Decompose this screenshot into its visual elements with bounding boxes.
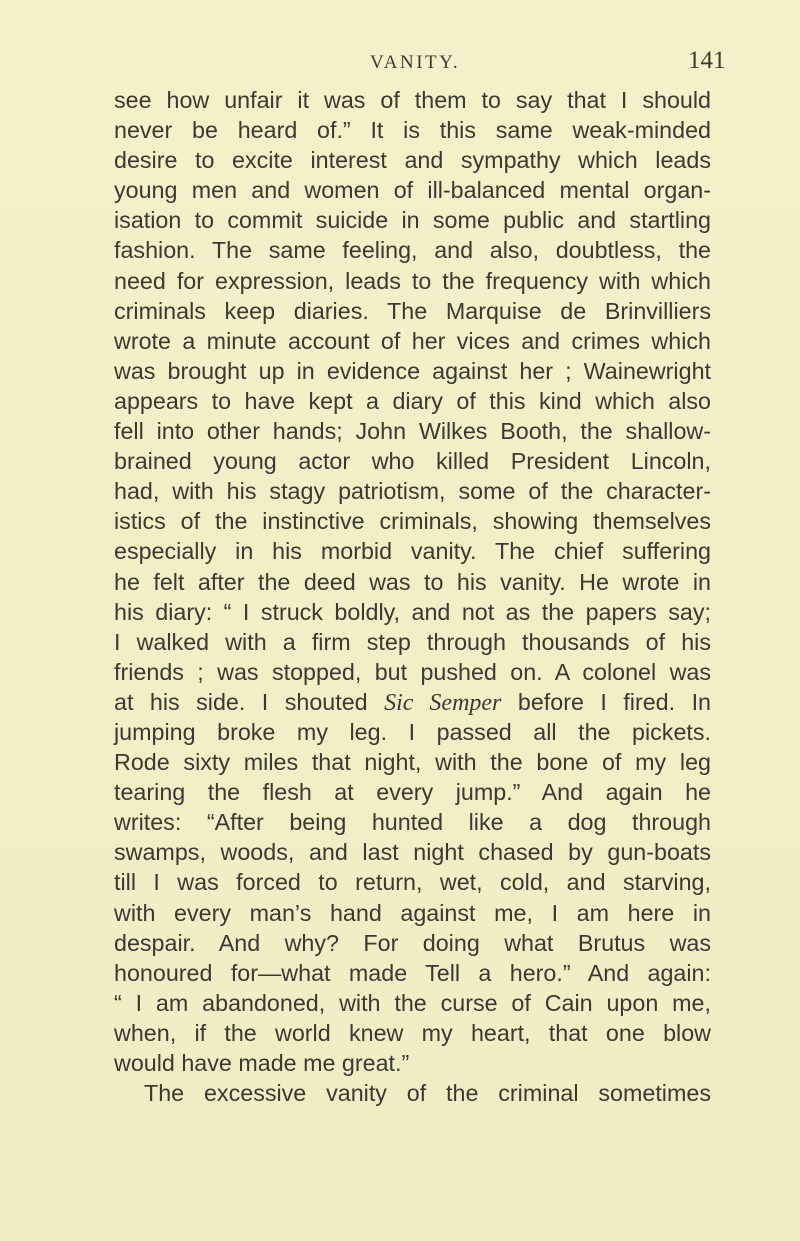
text-segment: at his side. I shouted bbox=[114, 688, 385, 715]
text-line: appears to have kept a diary of this kind which also bbox=[114, 387, 711, 414]
running-head: VANITY. bbox=[370, 52, 461, 73]
text-line-with-italic bbox=[114, 687, 711, 717]
text-line: The excessive vanity of the criminal sometimes bbox=[144, 1080, 711, 1107]
text-line: desire to excite interest and sympathy which leads bbox=[114, 147, 711, 174]
text-line: criminals keep diaries. The Marquise de Brinvilliers bbox=[114, 297, 711, 324]
text-line: was brought up in evidence against her ; Wainewright bbox=[114, 357, 711, 384]
text-line: “ I am abandoned, with the curse of Cain upon me, bbox=[114, 989, 711, 1016]
text-line: with every man’s hand against me, I am here in bbox=[114, 899, 711, 926]
body-text bbox=[114, 85, 711, 1108]
text-segment: before I fired. In bbox=[501, 688, 711, 715]
text-line: istics of the instinctive criminals, showing themselves bbox=[114, 508, 711, 535]
text-line: especially in his morbid vanity. The chief suffering bbox=[114, 538, 711, 565]
italic-phrase: Sic Semper bbox=[384, 689, 502, 716]
text-line: fashion. The same feeling, and also, doubtless, the bbox=[114, 237, 711, 264]
text-line: I walked with a firm step through thousands of his bbox=[114, 628, 711, 655]
text-line: writes: “After being hunted like a dog through bbox=[114, 809, 711, 836]
text-line: had, with his stagy patriotism, some of the character- bbox=[114, 478, 711, 505]
text-line: jumping broke my leg. I passed all the pickets. bbox=[114, 718, 711, 745]
text-line: despair. And why? For doing what Brutus was bbox=[114, 929, 711, 956]
text-line: till I was forced to return, wet, cold, and starving, bbox=[114, 869, 711, 896]
text-line: fell into other hands; John Wilkes Booth, the shallow- bbox=[114, 418, 711, 445]
text-line: tearing the flesh at every jump.” And again he bbox=[114, 779, 711, 806]
text-line: never be heard of.” It is this same weak-minded bbox=[114, 117, 711, 144]
text-line: his diary: “ I struck boldly, and not as the papers say; bbox=[114, 598, 711, 625]
text-line: need for expression, leads to the frequency with which bbox=[114, 267, 711, 294]
text-line: young men and women of ill-balanced mental organ- bbox=[114, 177, 711, 204]
text-line: Rode sixty miles that night, with the bone of my leg bbox=[114, 749, 711, 776]
text-line: honoured for—what made Tell a hero.” And again: bbox=[114, 959, 711, 986]
page-number: 141 bbox=[688, 47, 726, 74]
text-line: isation to commit suicide in some public and startling bbox=[114, 207, 711, 234]
text-line: swamps, woods, and last night chased by gun-boats bbox=[114, 839, 711, 866]
text-line: when, if the world knew my heart, that one blow bbox=[114, 1019, 711, 1046]
page-header bbox=[0, 46, 800, 78]
text-line: would have made me great.” bbox=[114, 1050, 410, 1076]
text-line: brained young actor who killed President Lincoln, bbox=[114, 448, 711, 475]
text-line: see how unfair it was of them to say that I should bbox=[114, 87, 711, 113]
text-line: wrote a minute account of her vices and crimes which bbox=[114, 327, 711, 354]
text-line: friends ; was stopped, but pushed on. A colonel was bbox=[114, 658, 711, 685]
text-line: he felt after the deed was to his vanity. He wrote in bbox=[114, 568, 711, 595]
